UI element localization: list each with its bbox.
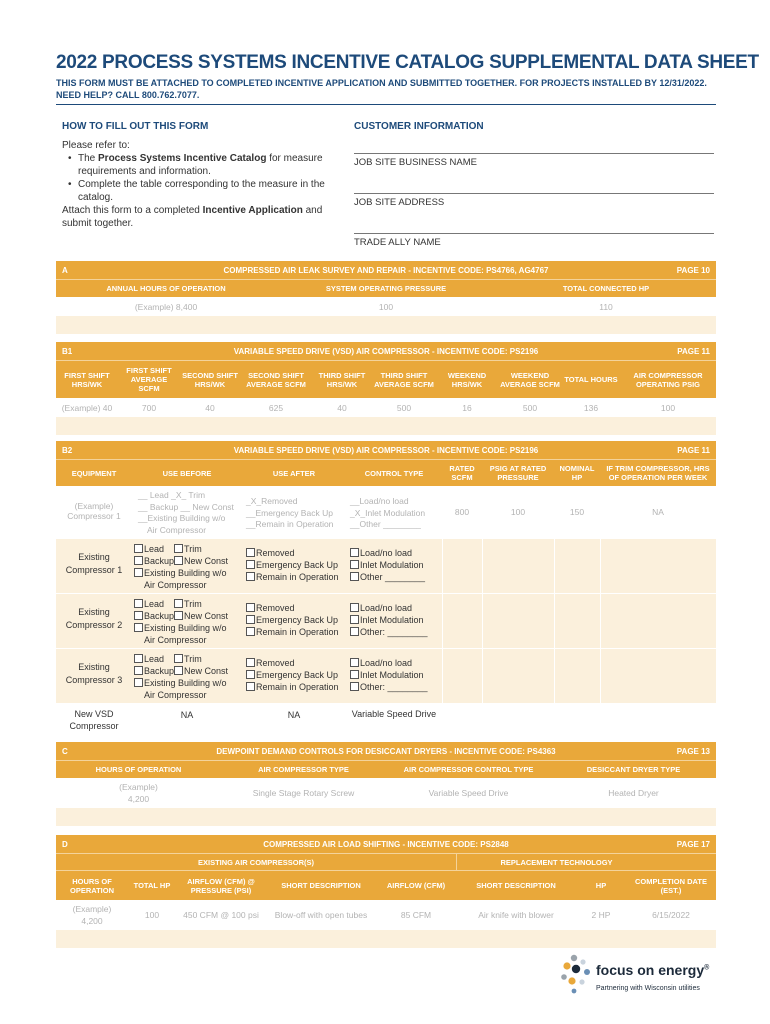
section-a-example-row	[56, 297, 716, 316]
section-a-entry-row[interactable]	[56, 316, 716, 334]
inlet-label: Inlet Modulation	[360, 615, 424, 625]
trade-ally-field[interactable]	[354, 233, 714, 234]
section-b1-header	[56, 342, 716, 360]
howto-b1-pre: The	[78, 153, 99, 164]
b2-example-before	[132, 487, 242, 538]
b2-vsd-trim-cell[interactable]	[600, 704, 716, 741]
col-rated-scfm: RATED SCFM	[449, 464, 475, 482]
backup-label: Backup	[144, 666, 175, 676]
b2-after-line-1	[246, 602, 344, 614]
lead-checkbox[interactable]	[134, 654, 143, 663]
existing-building-checkbox[interactable]	[134, 678, 143, 687]
col-control-type: CONTROL TYPE	[364, 468, 424, 478]
group-replacement-tech: REPLACEMENT TECHNOLOGY	[456, 854, 656, 871]
b2-control-type	[346, 649, 442, 703]
page-title: 2022 PROCESS SYSTEMS INCENTIVE CATALOG SUPPLEMENTAL DATA SHEET	[56, 52, 759, 73]
example-d-completion: 6/15/2022	[652, 910, 690, 920]
b2-hp-cell[interactable]	[554, 649, 600, 703]
b2-after-line-2	[246, 559, 344, 571]
logo-dot-9	[572, 989, 577, 994]
b2-vsd-after: NA	[287, 710, 301, 720]
b2-after-line-2	[246, 669, 344, 681]
example-third-hrs: 40	[337, 402, 347, 413]
b2-control-type	[346, 539, 442, 593]
col-first-shift-scfm: FIRST SHIFT AVERAGE SCFM	[126, 366, 172, 393]
example-psig: 100	[660, 402, 676, 413]
b2-use-before	[132, 649, 242, 703]
howto-instructions	[62, 139, 327, 230]
howto-attach-post: and submit together.	[62, 205, 323, 229]
b2-example-before-2: __ Backup __ New Const	[138, 501, 234, 512]
b2-example-row	[56, 486, 716, 538]
example-d-airflow: 85 CFM	[400, 910, 432, 920]
col-d-repl-desc: SHORT DESCRIPTION	[476, 881, 556, 890]
howto-attach-bold: Incentive Application	[202, 205, 303, 216]
example-d-hp: 2 HP	[591, 910, 611, 920]
section-c	[56, 742, 716, 826]
logo-dot-5	[584, 969, 590, 975]
b2-ctrl-line-3	[350, 571, 440, 583]
section-d-entry-row[interactable]	[56, 930, 716, 948]
b2-vsd-before: NA	[180, 710, 194, 720]
b2-compressor-row	[56, 538, 716, 593]
example-first-hrs: (Example) 40	[61, 402, 113, 413]
b2-control-type	[346, 594, 442, 648]
customer-heading: CUSTOMER INFORMATION	[354, 121, 484, 132]
howto-bullet-1	[66, 152, 327, 178]
howto-refer: Please refer to:	[62, 140, 130, 151]
col-operating-pressure: SYSTEM OPERATING PRESSURE	[325, 284, 447, 293]
section-d-columns	[56, 870, 716, 900]
col-second-shift-scfm: SECOND SHIFT AVERAGE SCFM	[246, 370, 306, 389]
b2-vsd-row	[56, 703, 716, 741]
b2-after-line-3	[246, 626, 344, 638]
remain-checkbox[interactable]	[246, 627, 255, 636]
col-d-short-desc: SHORT DESCRIPTION	[281, 881, 361, 890]
howto-b1-bold: Process Systems Incentive Catalog	[98, 153, 267, 164]
other-checkbox[interactable]	[350, 572, 359, 581]
howto-attach-pre: Attach this form to a completed	[62, 205, 203, 216]
b2-vsd-hp-cell[interactable]	[554, 704, 600, 741]
b2-example-ctrl-3: __Other ________	[350, 519, 421, 529]
b2-scfm-cell[interactable]	[442, 594, 482, 648]
backup-label: Backup	[144, 556, 175, 566]
col-c-control-type: AIR COMPRESSOR CONTROL TYPE	[403, 765, 534, 774]
example-third-scfm: 500	[396, 402, 412, 413]
col-psig-rated: PSIG AT RATED PRESSURE	[489, 464, 547, 482]
new-const-label: New Const	[184, 611, 229, 621]
backup-label: Backup	[144, 611, 175, 621]
b2-example-psig: 100	[510, 507, 526, 517]
b2-use-after	[242, 649, 346, 703]
logo-dot-3	[563, 962, 570, 969]
remain-label: Remain in Operation	[256, 682, 339, 692]
remain-checkbox[interactable]	[246, 572, 255, 581]
b2-use-after	[242, 594, 346, 648]
existing-building-label: Existing Building w/o	[144, 678, 227, 688]
trim-checkbox[interactable]	[174, 654, 183, 663]
section-a	[56, 261, 716, 334]
section-c-columns	[56, 760, 716, 778]
b2-vsd-control: Variable Speed Drive	[351, 709, 437, 719]
col-d-completion: COMPLETION DATE (EST.)	[635, 876, 707, 895]
lead-label: Lead	[144, 544, 165, 554]
col-nominal-hp: NOMINAL HP	[559, 464, 595, 482]
section-a-header	[56, 261, 716, 279]
col-first-shift-hrs: FIRST SHIFT HRS/WK	[64, 370, 110, 389]
address-label: JOB SITE ADDRESS	[354, 197, 445, 208]
howto-bullet-2: • Complete the table corresponding to the measure in the catalog.	[66, 178, 327, 204]
col-weekend-scfm: WEEKEND AVERAGE SCFM	[500, 370, 560, 389]
b2-before-line-2	[134, 665, 240, 677]
emergency-label: Emergency Back Up	[256, 670, 339, 680]
load-label: Load/no load	[360, 548, 413, 558]
section-b1-title: VARIABLE SPEED DRIVE (VSD) AIR COMPRESSOR - INCENTIVE CODE: PS2196	[233, 347, 539, 356]
b2-equipment: Existing Compressor 3	[65, 662, 123, 685]
trim-checkbox[interactable]	[174, 599, 183, 608]
load-label: Load/no load	[360, 603, 413, 613]
b2-before-line-3	[134, 677, 240, 689]
section-b1-page: PAGE 11	[677, 347, 710, 356]
b2-ctrl-line-1	[350, 602, 440, 614]
emergency-checkbox[interactable]	[246, 670, 255, 679]
existing-building-checkbox[interactable]	[134, 568, 143, 577]
new-const-checkbox[interactable]	[174, 556, 183, 565]
b2-after-line-3	[246, 681, 344, 693]
col-d-airflow-pressure: AIRFLOW (CFM) @ PRESSURE (PSI)	[187, 876, 255, 895]
b2-example-after-1: _X_Removed	[246, 496, 298, 506]
logo-dot-1	[571, 955, 577, 961]
business-name-field[interactable]	[354, 153, 714, 154]
example-d-total-hp: 100	[144, 910, 160, 920]
b2-example-scfm: 800	[454, 507, 470, 517]
b2-before-line-1	[134, 543, 240, 555]
other-label: Other: ________	[360, 627, 428, 637]
air-compressor-label: Air Compressor	[144, 580, 207, 590]
b2-use-before	[132, 594, 242, 648]
section-a-letter: A	[62, 266, 68, 275]
b2-before-line-2	[134, 610, 240, 622]
b2-example-before-1: __ Lead _X_ Trim	[138, 490, 206, 500]
b2-scfm-cell[interactable]	[442, 649, 482, 703]
section-d-title: COMPRESSED AIR LOAD SHIFTING - INCENTIVE CODE: PS2848	[263, 840, 509, 849]
example-second-hrs: 40	[205, 402, 215, 413]
section-d-header	[56, 835, 716, 853]
backup-checkbox[interactable]	[134, 666, 143, 675]
section-a-columns	[56, 279, 716, 297]
new-const-label: New Const	[184, 666, 229, 676]
col-total-hours: TOTAL HOURS	[564, 375, 618, 384]
col-c-dryer-type: DESICCANT DRYER TYPE	[586, 765, 681, 774]
section-d-letter: D	[62, 840, 68, 849]
page-subtitle: THIS FORM MUST BE ATTACHED TO COMPLETED INCENTIVE APPLICATION AND SUBMITTED TOGETHER. FOR PROJECTS INSTALLED BY 12/31/2022. NEED HELP? CALL 800.762.7077.	[56, 78, 707, 100]
emergency-label: Emergency Back Up	[256, 560, 339, 570]
group-existing-compressors: EXISTING AIR COMPRESSOR(S)	[198, 857, 314, 867]
b2-example-trim: NA	[652, 507, 664, 517]
lead-checkbox[interactable]	[134, 544, 143, 553]
col-d-total-hp: TOTAL HP	[133, 881, 171, 890]
example-weekend-hrs: 16	[462, 402, 472, 413]
remain-label: Remain in Operation	[256, 627, 339, 637]
section-c-example-row	[56, 778, 716, 808]
b2-example-ctrl-2: _X_Inlet Modulation	[350, 507, 426, 518]
example-first-scfm: 700	[141, 402, 157, 413]
section-b2	[56, 441, 716, 741]
col-use-after: USE AFTER	[272, 468, 316, 478]
b2-ctrl-line-3	[350, 681, 440, 693]
b2-ctrl-line-3	[350, 626, 440, 638]
b2-example-ctrl-1: __Load/no load	[350, 496, 409, 506]
section-b2-columns	[56, 459, 716, 486]
b2-vsd-equipment: New VSD Compressor	[69, 709, 119, 731]
existing-building-label: Existing Building w/o	[144, 568, 227, 578]
howto-list	[62, 152, 327, 204]
howto-heading: HOW TO FILL OUT THIS FORM	[62, 121, 209, 132]
example-connected-hp: 110	[599, 301, 613, 312]
b2-before-line-1	[134, 653, 240, 665]
section-b2-header	[56, 441, 716, 459]
load-checkbox[interactable]	[350, 603, 359, 612]
trim-label: Trim	[184, 544, 202, 554]
b2-compressor-row	[56, 593, 716, 648]
b2-vsd-psig-cell[interactable]	[482, 704, 554, 741]
howto-attach	[62, 204, 327, 230]
b2-ctrl-line-1	[350, 547, 440, 559]
removed-label: Removed	[256, 658, 295, 668]
b2-before-line-3	[134, 622, 240, 634]
col-equipment: EQUIPMENT	[71, 468, 117, 478]
trim-label: Trim	[184, 599, 202, 609]
b2-vsd-scfm-cell[interactable]	[442, 704, 482, 741]
example-c-hours: (Example) 4,200	[119, 782, 158, 804]
header-divider	[56, 104, 716, 105]
lead-label: Lead	[144, 654, 165, 664]
section-b1-columns	[56, 360, 716, 398]
load-checkbox[interactable]	[350, 658, 359, 667]
b2-hp-cell[interactable]	[554, 594, 600, 648]
section-d-example-row	[56, 900, 716, 930]
example-d-airflow-pressure: 450 CFM @ 100 psi	[183, 910, 259, 920]
new-const-label: New Const	[184, 556, 229, 566]
b2-before-line-2	[134, 555, 240, 567]
removed-label: Removed	[256, 603, 295, 613]
b2-after-line-1	[246, 657, 344, 669]
b2-ctrl-line-1	[350, 657, 440, 669]
section-b2-page: PAGE 11	[677, 446, 710, 455]
section-a-title: COMPRESSED AIR LEAK SURVEY AND REPAIR - INCENTIVE CODE: PS4766, AG4767	[223, 266, 549, 275]
b2-example-after-3: __Remain in Operation	[246, 519, 334, 529]
removed-checkbox[interactable]	[246, 658, 255, 667]
b2-trim-cell[interactable]	[600, 594, 716, 648]
b2-trim-cell[interactable]	[600, 649, 716, 703]
col-c-compressor-type: AIR COMPRESSOR TYPE	[258, 765, 349, 774]
section-b2-letter: B2	[62, 446, 73, 455]
logo-wordmark	[596, 962, 709, 978]
remain-checkbox[interactable]	[246, 682, 255, 691]
existing-building-label: Existing Building w/o	[144, 623, 227, 633]
howto-b1-post: for measure requirements and information.	[78, 153, 323, 177]
b2-equipment: Existing Compressor 1	[65, 552, 123, 575]
example-total-hours: 136	[583, 402, 599, 413]
logo-name: focus on energy	[596, 962, 705, 978]
b2-example-after-2: __Emergency Back Up	[246, 507, 333, 518]
col-trim-hours: IF TRIM COMPRESSOR, HRS OF OPERATION PER WEEK	[606, 464, 710, 482]
removed-checkbox[interactable]	[246, 603, 255, 612]
other-label: Other: ________	[360, 682, 428, 692]
inlet-label: Inlet Modulation	[360, 670, 424, 680]
b2-after-line-1	[246, 547, 344, 559]
section-d-page: PAGE 17	[676, 840, 710, 849]
trim-label: Trim	[184, 654, 202, 664]
trim-checkbox[interactable]	[174, 544, 183, 553]
air-compressor-label: Air Compressor	[144, 690, 207, 700]
other-checkbox[interactable]	[350, 627, 359, 636]
logo-dot-7	[568, 977, 575, 984]
b2-psig-cell[interactable]	[482, 539, 554, 593]
col-d-hours: HOURS OF OPERATION	[69, 876, 115, 895]
example-c-dryer-type: Heated Dryer	[608, 788, 659, 798]
logo-reg: ®	[704, 964, 710, 972]
b2-example-before-4: Air Compressor	[147, 524, 207, 535]
example-c-compressor-type: Single Stage Rotary Screw	[252, 788, 355, 798]
b2-before-line-1	[134, 598, 240, 610]
b2-after-line-3	[246, 571, 344, 583]
logo-dot-2	[580, 959, 585, 964]
load-label: Load/no load	[360, 658, 413, 668]
b2-equipment: Existing Compressor 2	[65, 607, 123, 630]
existing-building-checkbox[interactable]	[134, 623, 143, 632]
b2-ctrl-line-2	[350, 614, 440, 626]
b2-hp-cell[interactable]	[554, 539, 600, 593]
b2-psig-cell[interactable]	[482, 649, 554, 703]
backup-checkbox[interactable]	[134, 611, 143, 620]
removed-checkbox[interactable]	[246, 548, 255, 557]
logo-tagline: Partnering with Wisconsin utilities	[596, 985, 700, 992]
other-checkbox[interactable]	[350, 682, 359, 691]
address-field[interactable]	[354, 193, 714, 194]
b2-scfm-cell[interactable]	[442, 539, 482, 593]
emergency-checkbox[interactable]	[246, 560, 255, 569]
section-c-header	[56, 742, 716, 760]
example-weekend-scfm: 500	[522, 402, 538, 413]
section-c-page: PAGE 13	[676, 747, 710, 756]
col-c-hours: HOURS OF OPERATION	[95, 765, 182, 774]
example-second-scfm: 625	[268, 402, 284, 413]
b2-example-control	[346, 487, 442, 538]
b2-after-line-2	[246, 614, 344, 626]
example-pressure: 100	[378, 301, 394, 312]
business-name-label: JOB SITE BUSINESS NAME	[354, 157, 477, 168]
b2-before-line-3	[134, 567, 240, 579]
example-d-repl-desc: Air knife with blower	[478, 910, 554, 920]
load-checkbox[interactable]	[350, 548, 359, 557]
b2-use-after	[242, 539, 346, 593]
section-b1-example-row	[56, 398, 716, 417]
b2-use-before	[132, 539, 242, 593]
backup-checkbox[interactable]	[134, 556, 143, 565]
example-d-hours: (Example) 4,200	[72, 904, 112, 926]
section-c-letter: C	[62, 747, 68, 756]
b2-example-hp: 150	[569, 507, 585, 517]
logo-dot-4	[572, 965, 580, 973]
b2-example-equipment: (Example) Compressor 1	[67, 501, 121, 521]
col-d-airflow: AIRFLOW (CFM)	[386, 881, 446, 890]
logo-dot-8	[579, 979, 584, 984]
example-d-short-desc: Blow-off with open tubes	[274, 910, 368, 920]
col-annual-hours: ANNUAL HOURS OF OPERATION	[106, 284, 226, 293]
lead-label: Lead	[144, 599, 165, 609]
b2-ctrl-line-2	[350, 669, 440, 681]
example-c-control-type: Variable Speed Drive	[428, 788, 509, 798]
col-use-before: USE BEFORE	[162, 468, 212, 478]
b2-example-before-3: __Existing Building w/o	[138, 513, 226, 523]
trade-ally-label: TRADE ALLY NAME	[354, 237, 441, 248]
col-third-shift-scfm: THIRD SHIFT AVERAGE SCFM	[374, 370, 434, 389]
b2-compressor-row	[56, 648, 716, 703]
b2-example-after	[242, 487, 346, 538]
section-d-groups	[56, 853, 716, 870]
b2-ctrl-line-2	[350, 559, 440, 571]
air-compressor-label: Air Compressor	[144, 635, 207, 645]
example-annual-hours: (Example) 8,400	[134, 301, 198, 312]
inlet-checkbox[interactable]	[350, 615, 359, 624]
b2-psig-cell[interactable]	[482, 594, 554, 648]
inlet-checkbox[interactable]	[350, 560, 359, 569]
section-b1-entry-row[interactable]	[56, 417, 716, 435]
col-operating-psig: AIR COMPRESSOR OPERATING PSIG	[633, 370, 703, 389]
emergency-checkbox[interactable]	[246, 615, 255, 624]
emergency-label: Emergency Back Up	[256, 615, 339, 625]
section-b1	[56, 342, 716, 435]
removed-label: Removed	[256, 548, 295, 558]
inlet-checkbox[interactable]	[350, 670, 359, 679]
col-third-shift-hrs: THIRD SHIFT HRS/WK	[318, 370, 366, 389]
section-d	[56, 835, 716, 948]
new-const-checkbox[interactable]	[174, 611, 183, 620]
col-second-shift-hrs: SECOND SHIFT HRS/WK	[182, 370, 238, 389]
section-a-page: PAGE 10	[676, 266, 710, 275]
remain-label: Remain in Operation	[256, 572, 339, 582]
section-b1-letter: B1	[62, 347, 73, 356]
logo-dot-6	[561, 974, 567, 980]
lead-checkbox[interactable]	[134, 599, 143, 608]
col-connected-hp: TOTAL CONNECTED HP	[562, 284, 650, 293]
inlet-label: Inlet Modulation	[360, 560, 424, 570]
section-c-entry-row[interactable]	[56, 808, 716, 826]
section-c-title: DEWPOINT DEMAND CONTROLS FOR DESICCANT DRYERS - INCENTIVE CODE: PS4363	[216, 747, 556, 756]
section-b2-title: VARIABLE SPEED DRIVE (VSD) AIR COMPRESSOR - INCENTIVE CODE: PS2196	[233, 446, 539, 455]
b2-trim-cell[interactable]	[600, 539, 716, 593]
col-d-hp: HP	[595, 881, 607, 890]
col-weekend-hrs: WEEKEND HRS/WK	[447, 370, 487, 389]
new-const-checkbox[interactable]	[174, 666, 183, 675]
other-label: Other ________	[360, 572, 426, 582]
